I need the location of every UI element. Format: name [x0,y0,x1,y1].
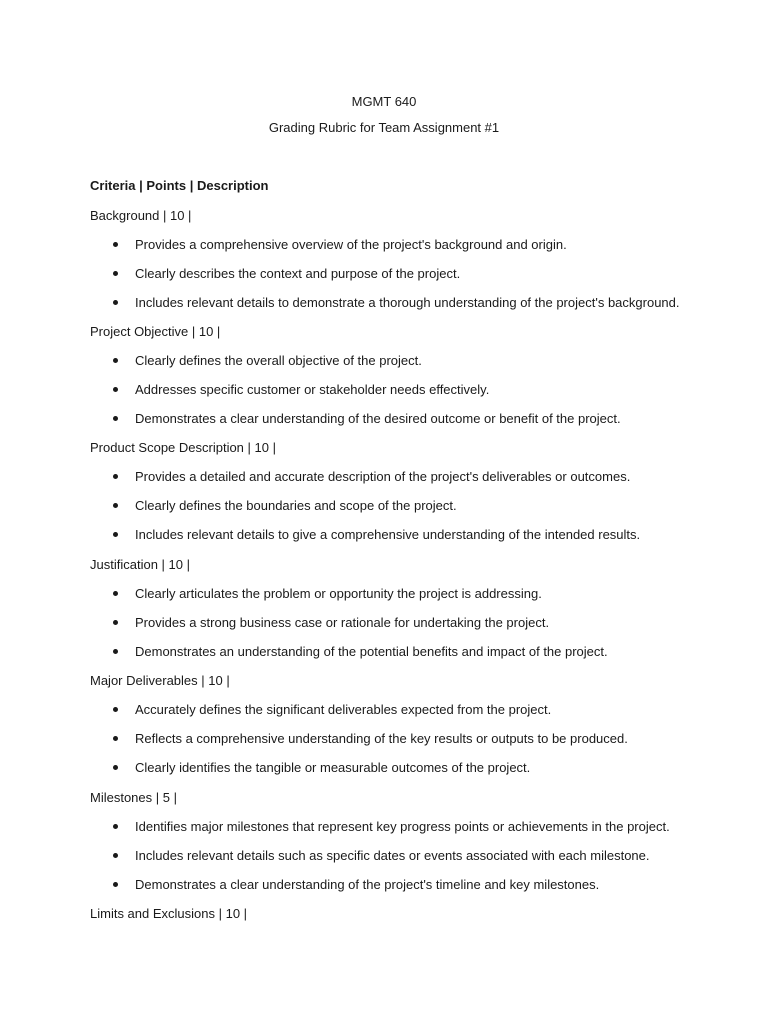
list-item-text: Accurately defines the significant deliverables expected from the project. [135,702,552,717]
section-major-deliverables [90,673,730,789]
list-item [90,731,730,760]
bullet-icon [113,620,118,625]
list-item-text: Identifies major milestones that represent key progress points or achievements in the project. [135,819,670,834]
section-limits-exclusions [90,906,730,935]
list-item [90,644,730,673]
list-item [90,382,730,411]
bullet-icon [113,707,118,712]
list-item [90,615,730,644]
bullet-icon [113,503,118,508]
list-item-text: Clearly identifies the tangible or measurable outcomes of the project. [135,760,531,775]
list-item [90,760,730,789]
list-item [90,586,730,615]
section-background [90,208,730,324]
bullet-icon [113,853,118,858]
section-milestones [90,790,730,906]
section-label: Background | 10 | [90,208,192,223]
section-label: Milestones | 5 | [90,790,177,805]
bullet-icon [113,591,118,596]
list-item-text: Reflects a comprehensive understanding of the key results or outputs to be produced. [135,731,628,746]
list-item [90,877,730,906]
list-item [90,527,730,556]
list-item-text: Demonstrates a clear understanding of the desired outcome or benefit of the project. [135,411,621,426]
list-item [90,266,730,295]
list-item-text: Clearly describes the context and purpose of the project. [135,266,461,281]
section-label: Limits and Exclusions | 10 | [90,906,248,921]
list-item [90,295,730,324]
bullet-icon [113,532,118,537]
list-item-text: Demonstrates an understanding of the potential benefits and impact of the project. [135,644,608,659]
list-item [90,353,730,382]
rubric-header-row: Criteria | Points | Description [90,178,269,193]
list-item-text: Includes relevant details such as specific dates or events associated with each milestone. [135,848,650,863]
section-label: Product Scope Description | 10 | [90,440,276,455]
list-item-text: Includes relevant details to demonstrate a thorough understanding of the project's background. [135,295,680,310]
list-item [90,819,730,848]
list-item-text: Demonstrates a clear understanding of the project's timeline and key milestones. [135,877,600,892]
bullet-icon [113,358,118,363]
bullet-icon [113,387,118,392]
section-label: Project Objective | 10 | [90,324,221,339]
list-item-text: Addresses specific customer or stakeholder needs effectively. [135,382,490,397]
list-item [90,702,730,731]
section-label: Justification | 10 | [90,557,190,572]
course-code: MGMT 640 [351,94,417,109]
bullet-icon [113,765,118,770]
list-item [90,469,730,498]
list-item-text: Includes relevant details to give a comprehensive understanding of the intended results. [135,527,641,542]
bullet-icon [113,824,118,829]
bullet-icon [113,649,118,654]
bullet-icon [113,474,118,479]
list-item-text: Clearly defines the overall objective of the project. [135,353,422,368]
document-title: Grading Rubric for Team Assignment #1 [268,120,500,135]
bullet-icon [113,242,118,247]
list-item-text: Provides a detailed and accurate description of the project's deliverables or outcomes. [135,469,631,484]
list-item-text: Provides a comprehensive overview of the project's background and origin. [135,237,567,252]
list-item [90,498,730,527]
list-item [90,848,730,877]
bullet-icon [113,416,118,421]
section-project-objective [90,324,730,440]
list-item [90,237,730,266]
section-product-scope [90,440,730,556]
list-item-text: Clearly defines the boundaries and scope of the project. [135,498,457,513]
section-label: Major Deliverables | 10 | [90,673,230,688]
list-item-text: Provides a strong business case or rationale for undertaking the project. [135,615,550,630]
bullet-icon [113,271,118,276]
bullet-icon [113,882,118,887]
section-justification [90,557,730,673]
bullet-icon [113,736,118,741]
list-item-text: Clearly articulates the problem or opportunity the project is addressing. [135,586,542,601]
bullet-icon [113,300,118,305]
list-item [90,411,730,440]
